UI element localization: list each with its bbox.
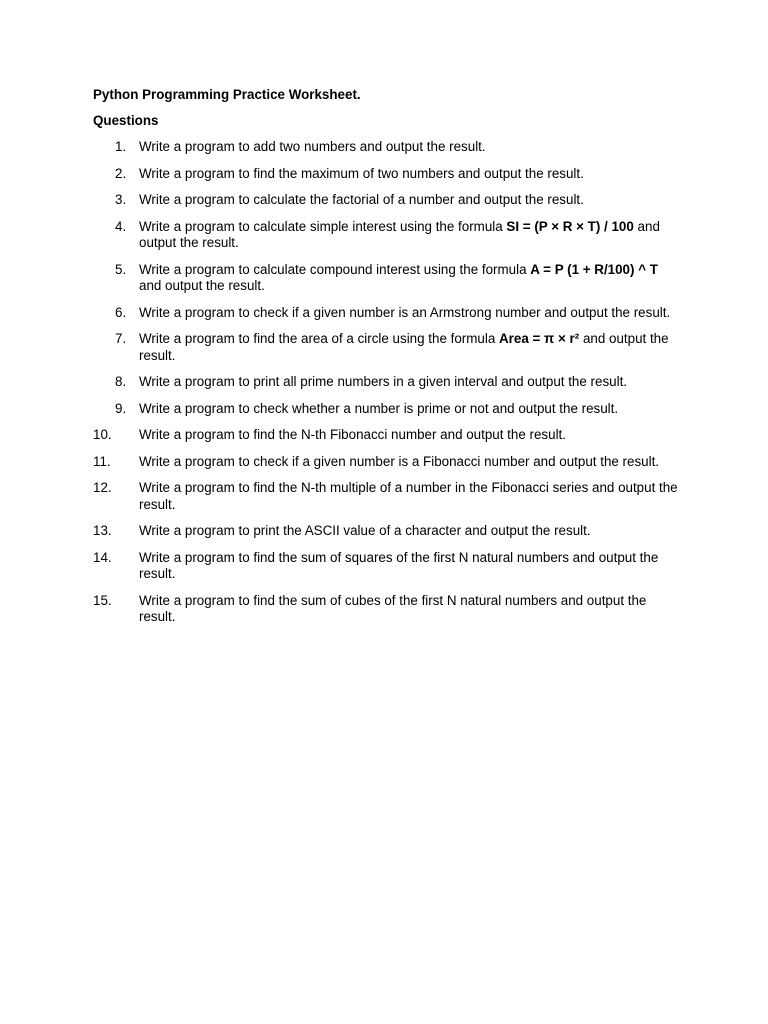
question-text [139, 331, 678, 364]
list-item [93, 305, 678, 322]
question-text: Write a program to print the ASCII value of a character and output the result. [139, 523, 591, 538]
circle-area-formula: Area = π × r² [499, 331, 580, 346]
list-item [93, 401, 678, 418]
document-title: Python Programming Practice Worksheet. [93, 87, 361, 102]
list-item [93, 192, 678, 209]
list-item [93, 219, 678, 252]
question-text: Write a program to find the maximum of two numbers and output the result. [139, 165, 584, 181]
question-number: 4. [115, 218, 127, 234]
question-text-after: and output the result. [139, 218, 660, 250]
question-text-before: Write a program to calculate simple interest using the formula [139, 218, 507, 234]
question-text: Write a program to find the N-th multiple of a number in the Fibonacci series and output the result. [139, 480, 678, 512]
question-text: Write a program to calculate the factorial of a number and output the result. [139, 192, 584, 207]
list-item [93, 593, 678, 626]
question-text [139, 262, 678, 295]
list-item [93, 374, 678, 391]
question-text: Write a program to add two numbers and output the result. [139, 139, 486, 154]
simple-interest-formula: SI = (P × R × T) / 100 [506, 218, 634, 234]
question-text: Write a program to check if a given number is an Armstrong number and output the result. [139, 304, 671, 320]
question-number: 2. [115, 165, 127, 181]
question-number: 1. [115, 139, 127, 154]
question-text: Write a program to find the sum of squares of the first N natural numbers and output the result. [139, 549, 659, 581]
question-number: 9. [115, 400, 127, 416]
list-item [93, 480, 678, 513]
question-number: 3. [115, 192, 127, 207]
question-number: 14. [93, 549, 112, 565]
question-text-after: and output the result. [139, 278, 265, 293]
compound-interest-formula: A = P (1 + R/100) ^ T [530, 261, 658, 277]
list-item [93, 166, 678, 183]
list-item [93, 331, 678, 364]
question-number: 5. [115, 261, 127, 277]
questions-list [93, 139, 678, 626]
question-text-before: Write a program to find the area of a circle using the formula [139, 331, 499, 346]
question-text: Write a program to find the sum of cubes of the first N natural numbers and output the result. [139, 592, 647, 624]
list-item [93, 523, 678, 540]
question-text-before: Write a program to calculate compound interest using the formula [139, 261, 531, 277]
question-text-after: and output the result. [139, 331, 669, 363]
list-item [93, 427, 678, 444]
question-number: 15. [93, 592, 112, 608]
question-text [139, 219, 678, 252]
question-text: Write a program to check whether a number is prime or not and output the result. [139, 400, 619, 416]
question-number: 7. [115, 331, 127, 346]
list-item [93, 550, 678, 583]
questions-heading: Questions [93, 113, 159, 128]
question-number: 6. [115, 304, 127, 320]
question-number: 8. [115, 374, 127, 389]
question-number: 10. [93, 427, 112, 442]
question-number: 12. [93, 480, 112, 495]
question-number: 11. [93, 453, 111, 469]
list-item [93, 139, 678, 156]
question-text: Write a program to find the N-th Fibonacci number and output the result. [139, 427, 566, 442]
list-item [93, 454, 678, 471]
list-item [93, 262, 678, 295]
question-number: 13. [93, 523, 112, 538]
question-text: Write a program to print all prime numbers in a given interval and output the result. [139, 374, 628, 389]
question-text: Write a program to check if a given number is a Fibonacci number and output the result. [139, 453, 660, 469]
